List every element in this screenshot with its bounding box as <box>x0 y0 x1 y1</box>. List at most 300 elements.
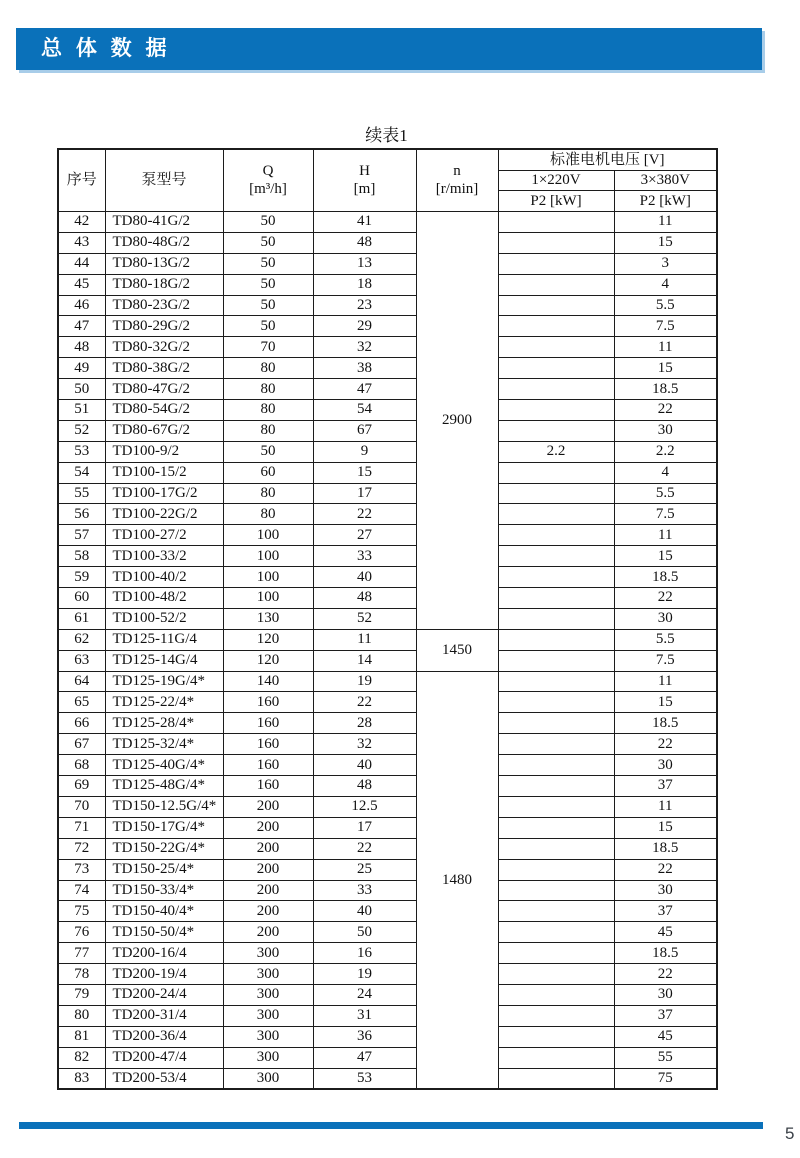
cell-head: 48 <box>313 588 416 609</box>
table-row <box>58 1047 717 1068</box>
cell-model: TD200-16/4 <box>105 943 223 964</box>
cell-p2-380v: 30 <box>614 880 717 901</box>
table-row <box>58 776 717 797</box>
cell-serial: 61 <box>58 608 105 629</box>
col-header-head <box>313 149 416 212</box>
cell-p2-220v <box>498 253 614 274</box>
cell-flow: 50 <box>223 232 313 253</box>
cell-p2-220v <box>498 901 614 922</box>
cell-flow: 50 <box>223 441 313 462</box>
cell-p2-220v <box>498 420 614 441</box>
cell-model: TD100-52/2 <box>105 608 223 629</box>
cell-serial: 59 <box>58 567 105 588</box>
cell-serial: 79 <box>58 984 105 1005</box>
table-row <box>58 671 717 692</box>
cell-model: TD150-40/4* <box>105 901 223 922</box>
cell-flow: 200 <box>223 838 313 859</box>
table-row <box>58 588 717 609</box>
table-row <box>58 379 717 400</box>
cell-p2-380v: 15 <box>614 692 717 713</box>
cell-serial: 72 <box>58 838 105 859</box>
head-unit: [m] <box>353 180 376 197</box>
table-row <box>58 358 717 379</box>
cell-head: 11 <box>313 629 416 650</box>
cell-p2-220v <box>498 212 614 233</box>
cell-model: TD100-40/2 <box>105 567 223 588</box>
cell-p2-380v: 18.5 <box>614 943 717 964</box>
cell-speed: 1450 <box>416 629 498 671</box>
cell-head: 48 <box>313 232 416 253</box>
cell-model: TD80-18G/2 <box>105 274 223 295</box>
cell-serial: 82 <box>58 1047 105 1068</box>
table-row <box>58 629 717 650</box>
cell-flow: 100 <box>223 588 313 609</box>
table-row <box>58 838 717 859</box>
cell-model: TD125-22/4* <box>105 692 223 713</box>
cell-model: TD150-50/4* <box>105 922 223 943</box>
cell-model: TD100-48/2 <box>105 588 223 609</box>
cell-p2-380v: 22 <box>614 734 717 755</box>
cell-p2-380v: 30 <box>614 608 717 629</box>
cell-p2-380v: 4 <box>614 462 717 483</box>
cell-model: TD125-32/4* <box>105 734 223 755</box>
cell-model: TD100-27/2 <box>105 525 223 546</box>
table-row <box>58 922 717 943</box>
cell-p2-380v: 75 <box>614 1068 717 1089</box>
cell-flow: 140 <box>223 671 313 692</box>
cell-p2-380v: 55 <box>614 1047 717 1068</box>
table-row <box>58 692 717 713</box>
cell-flow: 300 <box>223 964 313 985</box>
cell-p2-380v: 22 <box>614 588 717 609</box>
table-row <box>58 400 717 421</box>
table-row <box>58 1068 717 1089</box>
section-title: 总 体 数 据 <box>41 37 171 60</box>
table-row <box>58 525 717 546</box>
cell-head: 33 <box>313 880 416 901</box>
cell-p2-380v: 37 <box>614 1005 717 1026</box>
col-header-serial: 序号 <box>58 149 105 212</box>
cell-serial: 45 <box>58 274 105 295</box>
cell-head: 15 <box>313 462 416 483</box>
table-row <box>58 462 717 483</box>
cell-model: TD80-41G/2 <box>105 212 223 233</box>
footer-rule <box>19 1122 763 1129</box>
cell-p2-220v <box>498 838 614 859</box>
cell-p2-380v: 5.5 <box>614 483 717 504</box>
cell-flow: 200 <box>223 859 313 880</box>
cell-serial: 52 <box>58 420 105 441</box>
cell-p2-220v <box>498 232 614 253</box>
cell-p2-220v <box>498 400 614 421</box>
cell-model: TD125-28/4* <box>105 713 223 734</box>
table-row <box>58 796 717 817</box>
cell-p2-380v: 5.5 <box>614 295 717 316</box>
cell-p2-380v: 11 <box>614 337 717 358</box>
cell-model: TD100-33/2 <box>105 546 223 567</box>
cell-head: 33 <box>313 546 416 567</box>
cell-model: TD80-13G/2 <box>105 253 223 274</box>
cell-flow: 300 <box>223 1068 313 1089</box>
cell-model: TD80-29G/2 <box>105 316 223 337</box>
cell-flow: 50 <box>223 253 313 274</box>
table-row <box>58 1026 717 1047</box>
cell-model: TD80-38G/2 <box>105 358 223 379</box>
cell-model: TD100-15/2 <box>105 462 223 483</box>
cell-model: TD80-48G/2 <box>105 232 223 253</box>
col-header-voltage-220: 1×220V <box>498 171 614 191</box>
header-row-1 <box>58 149 717 171</box>
cell-serial: 81 <box>58 1026 105 1047</box>
cell-serial: 68 <box>58 755 105 776</box>
cell-serial: 56 <box>58 504 105 525</box>
cell-flow: 300 <box>223 1047 313 1068</box>
cell-p2-220v <box>498 483 614 504</box>
cell-p2-380v: 37 <box>614 776 717 797</box>
cell-flow: 80 <box>223 483 313 504</box>
cell-p2-220v <box>498 734 614 755</box>
cell-model: TD150-22G/4* <box>105 838 223 859</box>
table-body <box>58 212 717 1090</box>
table-row <box>58 295 717 316</box>
cell-serial: 62 <box>58 629 105 650</box>
cell-serial: 50 <box>58 379 105 400</box>
cell-p2-220v <box>498 1047 614 1068</box>
cell-head: 27 <box>313 525 416 546</box>
table-row <box>58 504 717 525</box>
cell-serial: 70 <box>58 796 105 817</box>
cell-serial: 43 <box>58 232 105 253</box>
cell-p2-220v <box>498 964 614 985</box>
cell-serial: 69 <box>58 776 105 797</box>
cell-flow: 300 <box>223 1026 313 1047</box>
cell-p2-220v <box>498 567 614 588</box>
cell-p2-380v: 5.5 <box>614 629 717 650</box>
cell-p2-220v <box>498 650 614 671</box>
cell-head: 24 <box>313 984 416 1005</box>
cell-model: TD200-36/4 <box>105 1026 223 1047</box>
cell-p2-220v <box>498 1068 614 1089</box>
cell-serial: 58 <box>58 546 105 567</box>
cell-serial: 83 <box>58 1068 105 1089</box>
cell-p2-220v <box>498 817 614 838</box>
cell-p2-220v <box>498 1005 614 1026</box>
cell-serial: 64 <box>58 671 105 692</box>
cell-head: 23 <box>313 295 416 316</box>
table-row <box>58 650 717 671</box>
cell-p2-220v <box>498 755 614 776</box>
cell-p2-380v: 7.5 <box>614 316 717 337</box>
cell-flow: 300 <box>223 984 313 1005</box>
cell-p2-220v <box>498 337 614 358</box>
cell-head: 22 <box>313 692 416 713</box>
speed-symbol: n <box>453 163 461 180</box>
cell-p2-220v <box>498 776 614 797</box>
cell-head: 32 <box>313 337 416 358</box>
cell-head: 14 <box>313 650 416 671</box>
cell-serial: 54 <box>58 462 105 483</box>
cell-flow: 160 <box>223 776 313 797</box>
flow-unit: [m³/h] <box>249 180 287 197</box>
col-header-voltage-380: 3×380V <box>614 171 717 191</box>
table-row <box>58 713 717 734</box>
cell-serial: 47 <box>58 316 105 337</box>
cell-head: 40 <box>313 755 416 776</box>
cell-serial: 53 <box>58 441 105 462</box>
cell-flow: 50 <box>223 316 313 337</box>
cell-p2-380v: 2.2 <box>614 441 717 462</box>
cell-head: 32 <box>313 734 416 755</box>
cell-flow: 130 <box>223 608 313 629</box>
col-header-p2-220: P2 [kW] <box>498 191 614 212</box>
cell-p2-220v <box>498 588 614 609</box>
cell-flow: 160 <box>223 692 313 713</box>
cell-p2-220v <box>498 608 614 629</box>
cell-flow: 200 <box>223 880 313 901</box>
cell-model: TD80-67G/2 <box>105 420 223 441</box>
cell-p2-220v <box>498 796 614 817</box>
cell-model: TD200-24/4 <box>105 984 223 1005</box>
cell-model: TD150-33/4* <box>105 880 223 901</box>
cell-serial: 67 <box>58 734 105 755</box>
cell-p2-380v: 11 <box>614 525 717 546</box>
cell-model: TD125-40G/4* <box>105 755 223 776</box>
cell-model: TD80-23G/2 <box>105 295 223 316</box>
cell-serial: 42 <box>58 212 105 233</box>
col-header-voltage-group: 标准电机电压 [V] <box>498 149 717 171</box>
cell-serial: 75 <box>58 901 105 922</box>
table-row <box>58 483 717 504</box>
cell-flow: 160 <box>223 713 313 734</box>
cell-flow: 200 <box>223 796 313 817</box>
cell-head: 17 <box>313 483 416 504</box>
cell-p2-380v: 15 <box>614 817 717 838</box>
cell-p2-220v <box>498 295 614 316</box>
cell-head: 25 <box>313 859 416 880</box>
cell-p2-380v: 30 <box>614 984 717 1005</box>
cell-flow: 50 <box>223 212 313 233</box>
cell-flow: 80 <box>223 379 313 400</box>
cell-flow: 60 <box>223 462 313 483</box>
table-row <box>58 232 717 253</box>
table-row <box>58 274 717 295</box>
cell-head: 52 <box>313 608 416 629</box>
cell-flow: 70 <box>223 337 313 358</box>
cell-p2-220v <box>498 274 614 295</box>
table-row <box>58 859 717 880</box>
col-header-model: 泵型号 <box>105 149 223 212</box>
table-row <box>58 420 717 441</box>
table-row <box>58 316 717 337</box>
cell-p2-380v: 18.5 <box>614 379 717 400</box>
cell-p2-380v: 7.5 <box>614 504 717 525</box>
cell-flow: 300 <box>223 1005 313 1026</box>
cell-head: 12.5 <box>313 796 416 817</box>
cell-p2-380v: 3 <box>614 253 717 274</box>
table-row <box>58 964 717 985</box>
cell-head: 9 <box>313 441 416 462</box>
cell-serial: 48 <box>58 337 105 358</box>
cell-flow: 100 <box>223 546 313 567</box>
cell-p2-380v: 11 <box>614 796 717 817</box>
cell-head: 50 <box>313 922 416 943</box>
cell-p2-380v: 30 <box>614 420 717 441</box>
cell-speed: 2900 <box>416 212 498 630</box>
cell-p2-220v <box>498 462 614 483</box>
cell-p2-380v: 18.5 <box>614 713 717 734</box>
table-row <box>58 901 717 922</box>
cell-p2-380v: 15 <box>614 232 717 253</box>
cell-serial: 46 <box>58 295 105 316</box>
cell-model: TD150-12.5G/4* <box>105 796 223 817</box>
cell-p2-380v: 22 <box>614 400 717 421</box>
cell-p2-220v <box>498 922 614 943</box>
cell-p2-380v: 18.5 <box>614 567 717 588</box>
cell-p2-220v <box>498 984 614 1005</box>
cell-flow: 100 <box>223 567 313 588</box>
cell-flow: 200 <box>223 817 313 838</box>
cell-head: 38 <box>313 358 416 379</box>
cell-flow: 80 <box>223 504 313 525</box>
cell-p2-220v <box>498 316 614 337</box>
cell-head: 54 <box>313 400 416 421</box>
cell-serial: 71 <box>58 817 105 838</box>
table-row <box>58 1005 717 1026</box>
cell-flow: 50 <box>223 295 313 316</box>
cell-model: TD200-53/4 <box>105 1068 223 1089</box>
table-header <box>58 149 717 212</box>
cell-p2-380v: 15 <box>614 358 717 379</box>
table-row <box>58 253 717 274</box>
cell-flow: 80 <box>223 358 313 379</box>
cell-p2-380v: 15 <box>614 546 717 567</box>
cell-model: TD125-11G/4 <box>105 629 223 650</box>
cell-p2-380v: 4 <box>614 274 717 295</box>
cell-model: TD100-9/2 <box>105 441 223 462</box>
cell-head: 47 <box>313 379 416 400</box>
cell-model: TD200-47/4 <box>105 1047 223 1068</box>
cell-serial: 65 <box>58 692 105 713</box>
cell-model: TD80-54G/2 <box>105 400 223 421</box>
cell-flow: 200 <box>223 922 313 943</box>
table-row <box>58 441 717 462</box>
cell-flow: 300 <box>223 943 313 964</box>
cell-p2-220v <box>498 379 614 400</box>
cell-head: 28 <box>313 713 416 734</box>
cell-model: TD150-17G/4* <box>105 817 223 838</box>
cell-model: TD125-19G/4* <box>105 671 223 692</box>
cell-model: TD125-14G/4 <box>105 650 223 671</box>
cell-serial: 63 <box>58 650 105 671</box>
col-header-p2-380: P2 [kW] <box>614 191 717 212</box>
cell-serial: 60 <box>58 588 105 609</box>
cell-flow: 200 <box>223 901 313 922</box>
cell-p2-220v <box>498 1026 614 1047</box>
cell-model: TD200-31/4 <box>105 1005 223 1026</box>
cell-p2-380v: 11 <box>614 212 717 233</box>
cell-serial: 73 <box>58 859 105 880</box>
cell-head: 36 <box>313 1026 416 1047</box>
cell-p2-220v <box>498 692 614 713</box>
cell-p2-380v: 22 <box>614 859 717 880</box>
cell-head: 19 <box>313 671 416 692</box>
cell-model: TD125-48G/4* <box>105 776 223 797</box>
cell-p2-220v <box>498 943 614 964</box>
cell-serial: 49 <box>58 358 105 379</box>
cell-flow: 100 <box>223 525 313 546</box>
cell-flow: 120 <box>223 650 313 671</box>
cell-p2-220v <box>498 525 614 546</box>
cell-serial: 76 <box>58 922 105 943</box>
cell-head: 40 <box>313 901 416 922</box>
cell-model: TD80-47G/2 <box>105 379 223 400</box>
table-row <box>58 608 717 629</box>
cell-p2-380v: 45 <box>614 1026 717 1047</box>
cell-flow: 80 <box>223 420 313 441</box>
col-header-speed <box>416 149 498 212</box>
cell-model: TD150-25/4* <box>105 859 223 880</box>
cell-p2-380v: 11 <box>614 671 717 692</box>
cell-head: 18 <box>313 274 416 295</box>
cell-head: 19 <box>313 964 416 985</box>
cell-p2-220v <box>498 358 614 379</box>
table-caption: 续表1 <box>365 126 408 145</box>
pump-data-table <box>57 148 718 1090</box>
cell-serial: 55 <box>58 483 105 504</box>
cell-p2-220v <box>498 713 614 734</box>
speed-unit: [r/min] <box>435 180 479 197</box>
cell-flow: 160 <box>223 734 313 755</box>
cell-p2-220v <box>498 671 614 692</box>
cell-head: 41 <box>313 212 416 233</box>
cell-p2-220v <box>498 504 614 525</box>
cell-serial: 78 <box>58 964 105 985</box>
cell-serial: 66 <box>58 713 105 734</box>
table-row <box>58 880 717 901</box>
cell-head: 67 <box>313 420 416 441</box>
cell-p2-220v <box>498 859 614 880</box>
table-row <box>58 817 717 838</box>
cell-head: 48 <box>313 776 416 797</box>
cell-p2-380v: 7.5 <box>614 650 717 671</box>
cell-p2-380v: 30 <box>614 755 717 776</box>
cell-speed: 1480 <box>416 671 498 1089</box>
cell-model: TD80-32G/2 <box>105 337 223 358</box>
table-row <box>58 212 717 233</box>
table-row <box>58 943 717 964</box>
table-row <box>58 755 717 776</box>
cell-p2-380v: 45 <box>614 922 717 943</box>
table-row <box>58 337 717 358</box>
cell-serial: 44 <box>58 253 105 274</box>
cell-serial: 51 <box>58 400 105 421</box>
cell-p2-380v: 37 <box>614 901 717 922</box>
cell-head: 47 <box>313 1047 416 1068</box>
cell-p2-220v: 2.2 <box>498 441 614 462</box>
cell-head: 31 <box>313 1005 416 1026</box>
cell-serial: 74 <box>58 880 105 901</box>
cell-serial: 80 <box>58 1005 105 1026</box>
cell-flow: 160 <box>223 755 313 776</box>
head-symbol: H <box>359 163 370 180</box>
table-row <box>58 546 717 567</box>
cell-p2-380v: 22 <box>614 964 717 985</box>
table-row <box>58 567 717 588</box>
col-header-flow <box>223 149 313 212</box>
page-number: 5 <box>785 1124 795 1143</box>
cell-model: TD100-22G/2 <box>105 504 223 525</box>
cell-head: 17 <box>313 817 416 838</box>
